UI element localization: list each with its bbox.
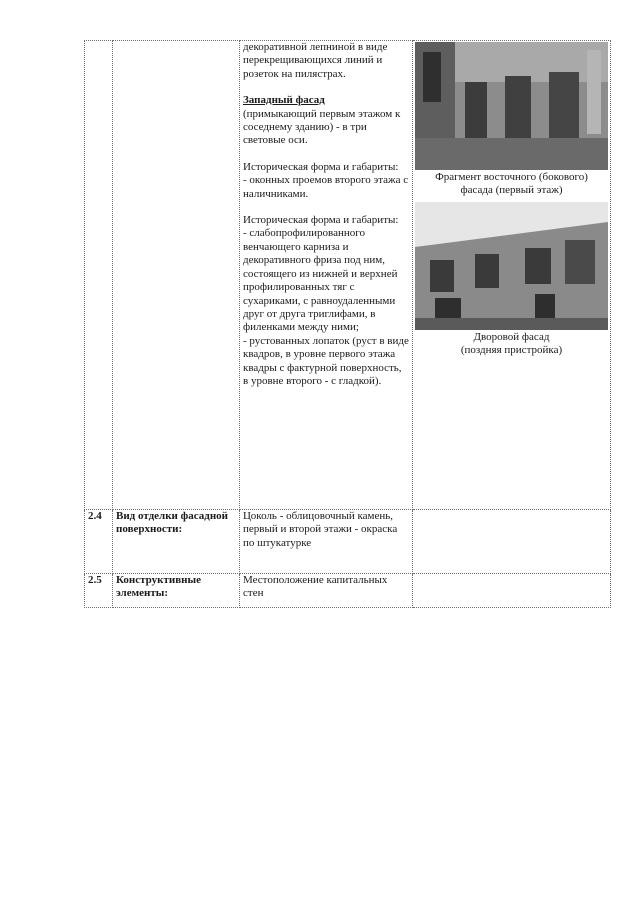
row-name: Конструктивные элементы: (113, 574, 240, 608)
row-description (240, 574, 413, 608)
photo-caption: Фрагмент восточного (бокового) фасада (первый этаж) (435, 171, 588, 197)
table-row-2-4 (85, 510, 611, 574)
description-paragraph: Историческая форма и габариты: - оконных проемов второго этажа с наличниками. (243, 160, 409, 200)
row-number: 2.5 (85, 574, 113, 608)
table-row-facade-continued (85, 41, 611, 510)
description-paragraph: Цоколь - облицовочный камень, первый и второй этажи - окраска по штукатурке (243, 510, 398, 549)
heritage-document-table (84, 40, 611, 608)
row-photos-empty (413, 510, 611, 574)
row-description (240, 510, 413, 574)
building-photo-east-facade (415, 42, 608, 170)
row-photos (413, 41, 611, 510)
row-number (85, 41, 113, 510)
description-paragraph: Местоположение капитальных стен (243, 574, 388, 600)
description-paragraph: декоративной лепниной в виде перекрещивающихся линий и розеток на пилястрах. (243, 41, 388, 80)
description-paragraph (243, 94, 409, 148)
building-photo-courtyard-facade (415, 202, 608, 330)
row-name: Вид отделки фасадной поверхности: (113, 510, 240, 574)
row-description (240, 41, 413, 510)
section-heading-west-facade: Западный фасад (243, 94, 325, 107)
photo-caption: Дворовой фасад (поздняя пристройка) (460, 330, 563, 357)
row-name (113, 41, 240, 510)
table-row-2-5 (85, 574, 611, 608)
description-paragraph: Историческая форма и габариты: - слабопрофилированного венчающего карниза и декоративного фриза под ним, состоящего из нижней и верхней профилированных тяг с сухариками, с равноудаленными друг от друга триглифами, в филенками между ними; - рустованных лопаток (руст в виде квадров, в уровне первого этажа квадры с фактурной поверхность, в уровне второго - с гладкой). (243, 214, 409, 387)
row-photos-empty (413, 574, 611, 608)
row-number: 2.4 (85, 510, 113, 574)
description-text: (примыкающий первым этажом к соседнему зданию) - в три световые оси. (243, 107, 401, 147)
